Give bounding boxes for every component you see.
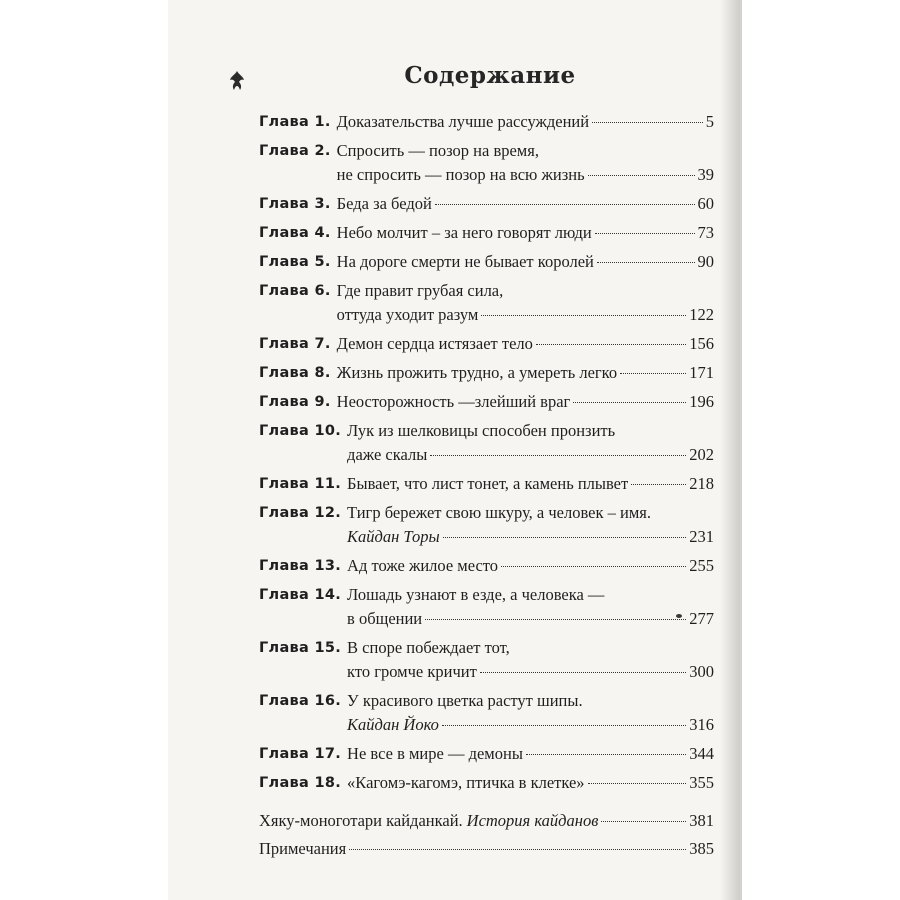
chapter-label: Глава 4. — [259, 225, 331, 241]
chapter-title-text: У красивого цветка растут шипы. — [347, 691, 583, 710]
page-number: 5 — [705, 112, 714, 131]
ink-smudge — [676, 614, 682, 618]
toc-entry[interactable] — [259, 554, 714, 578]
chapter-title-text: Ад тоже жилое место — [347, 556, 499, 575]
chapter-line — [347, 525, 714, 549]
toc-entry[interactable] — [259, 361, 714, 385]
chapter-line — [347, 554, 714, 578]
dot-leader — [435, 204, 695, 205]
chapter-body — [347, 742, 714, 766]
chapter-body — [347, 583, 714, 631]
chapter-label: Глава 14. — [259, 587, 342, 603]
dot-leader — [430, 455, 686, 456]
toc-entry[interactable] — [259, 419, 714, 467]
dot-leader — [480, 672, 686, 673]
page-number: 385 — [689, 839, 714, 858]
dot-leader — [601, 821, 686, 822]
page-number: 344 — [689, 744, 714, 763]
page-number: 90 — [697, 252, 714, 271]
chapter-line — [347, 501, 714, 525]
toc-entry[interactable] — [259, 221, 714, 245]
dot-leader — [631, 484, 686, 485]
chapter-title-text: не спросить — позор на всю жизнь — [336, 165, 585, 184]
toc-entry[interactable] — [259, 501, 714, 549]
chapter-title-text: Неосторожность —злейший враг — [336, 392, 571, 411]
chapter-label: Глава 7. — [259, 336, 331, 352]
page-edge-shadow — [720, 0, 742, 900]
chapter-body — [347, 419, 714, 467]
page-number: 316 — [689, 715, 714, 734]
page-number: 218 — [689, 474, 714, 493]
chapter-label: Глава 3. — [259, 196, 331, 212]
back-matter-title: Хяку-моноготари кайданкай. — [259, 811, 463, 830]
page-number: 255 — [689, 556, 714, 575]
chapter-title-text: Лошадь узнают в езде, а человека — — [347, 585, 605, 604]
page-number: 156 — [689, 334, 714, 353]
chapter-label: Глава 18. — [259, 775, 342, 791]
page-number: 300 — [689, 662, 714, 681]
page-number: 39 — [697, 165, 714, 184]
fleuron-icon — [228, 70, 246, 92]
back-matter-body — [259, 809, 714, 833]
page-number: 381 — [689, 811, 714, 830]
chapter-title-text: На дороге смерти не бывает королей — [336, 252, 594, 271]
chapter-title-text: кто громче кричит — [347, 662, 477, 681]
dot-leader — [620, 373, 686, 374]
chapter-line — [347, 607, 714, 631]
chapter-line — [347, 583, 714, 607]
chapter-line — [337, 361, 714, 385]
toc-entry[interactable] — [259, 332, 714, 356]
back-matter-list — [259, 809, 714, 861]
chapter-title-text: Кайдан Торы — [347, 527, 440, 546]
chapter-title-text: «Кагомэ-кагомэ, птичка в клетке» — [347, 773, 585, 792]
chapter-label: Глава 1. — [259, 114, 331, 130]
dot-leader — [526, 754, 686, 755]
back-matter-subtitle: История кайданов — [466, 811, 599, 830]
dot-leader — [588, 783, 687, 784]
chapter-label: Глава 10. — [259, 423, 342, 439]
back-matter-body — [259, 837, 714, 861]
chapter-label: Глава 12. — [259, 505, 342, 521]
page-number: 196 — [689, 392, 714, 411]
chapter-body — [337, 110, 714, 134]
page-number: 202 — [689, 445, 714, 464]
chapter-body — [337, 192, 714, 216]
chapter-title-text: Демон сердца истязает тело — [336, 334, 533, 353]
chapter-line — [337, 221, 714, 245]
chapter-body — [337, 221, 714, 245]
chapter-body — [347, 636, 714, 684]
toc-entry[interactable] — [259, 771, 714, 795]
dot-leader — [349, 849, 686, 850]
chapter-title-text: Где правит грубая сила, — [336, 281, 504, 300]
dot-leader — [481, 315, 686, 316]
chapter-list — [259, 110, 714, 795]
chapter-title-text: Жизнь прожить трудно, а умереть легко — [336, 363, 618, 382]
back-matter-line — [259, 809, 714, 833]
chapter-title-text: Лук из шелковицы способен пронзить — [347, 421, 616, 440]
chapter-label: Глава 16. — [259, 693, 342, 709]
toc-entry[interactable] — [259, 139, 714, 187]
chapter-label: Глава 5. — [259, 254, 331, 270]
toc-entry[interactable] — [259, 390, 714, 414]
chapter-body — [347, 501, 714, 549]
dot-leader — [501, 566, 686, 567]
chapter-title-text: Небо молчит – за него говорят люди — [336, 223, 592, 242]
chapter-body — [337, 139, 714, 187]
chapter-body — [347, 554, 714, 578]
chapter-label: Глава 2. — [259, 143, 331, 159]
toc-entry[interactable] — [259, 837, 714, 861]
page-number: 73 — [697, 223, 714, 242]
chapter-line — [337, 139, 714, 163]
toc-entry[interactable] — [259, 583, 714, 631]
chapter-label: Глава 6. — [259, 283, 331, 299]
chapter-title-text: Спросить — позор на время, — [336, 141, 539, 160]
chapter-body — [337, 279, 714, 327]
chapter-body — [347, 689, 714, 737]
chapter-title-text: Кайдан Йоко — [347, 715, 439, 734]
chapter-line — [337, 279, 714, 303]
chapter-body — [337, 332, 714, 356]
chapter-line — [347, 660, 714, 684]
dot-leader — [588, 175, 695, 176]
toc-entry[interactable] — [259, 110, 714, 134]
chapter-title-text: Беда за бедой — [336, 194, 432, 213]
chapter-title-text: В споре побеждает тот, — [347, 638, 510, 657]
page-title: Содержание — [404, 62, 576, 89]
page-number: 277 — [689, 609, 714, 628]
chapter-title-text: Тигр бережет свою шкуру, а человек – имя. — [347, 503, 651, 522]
chapter-line — [337, 110, 714, 134]
chapter-title-text: Бывает, что лист тонет, а камень плывет — [347, 474, 629, 493]
page-number: 60 — [697, 194, 714, 213]
dot-leader — [595, 233, 695, 234]
chapter-line — [347, 472, 714, 496]
chapter-label: Глава 11. — [259, 476, 342, 492]
toc-entry[interactable] — [259, 742, 714, 766]
chapter-line — [337, 163, 714, 187]
chapter-line — [337, 332, 714, 356]
dot-leader — [425, 619, 686, 620]
chapter-line — [337, 390, 714, 414]
chapter-label: Глава 9. — [259, 394, 331, 410]
chapter-body — [337, 390, 714, 414]
toc-entry[interactable] — [259, 472, 714, 496]
toc-entry[interactable] — [259, 279, 714, 327]
dot-leader — [597, 262, 695, 263]
dot-leader — [443, 537, 687, 538]
table-of-contents — [259, 110, 714, 865]
chapter-line — [347, 742, 714, 766]
page-number: 231 — [689, 527, 714, 546]
back-matter-line — [259, 837, 714, 861]
chapter-title-text: Не все в мире — демоны — [347, 744, 523, 763]
chapter-line — [347, 771, 714, 795]
chapter-body — [337, 250, 714, 274]
back-matter-title: Примечания — [259, 839, 347, 858]
toc-entry[interactable] — [259, 250, 714, 274]
dot-leader — [442, 725, 686, 726]
chapter-body — [347, 771, 714, 795]
chapter-label: Глава 13. — [259, 558, 342, 574]
chapter-line — [337, 303, 714, 327]
chapter-title-text: Доказательства лучше рассуждений — [336, 112, 590, 131]
chapter-label: Глава 8. — [259, 365, 331, 381]
chapter-line — [347, 713, 714, 737]
chapter-title-text: в общении — [347, 609, 423, 628]
chapter-line — [347, 689, 714, 713]
toc-entry[interactable] — [259, 636, 714, 684]
dot-leader — [573, 402, 686, 403]
chapter-line — [337, 192, 714, 216]
chapter-line — [347, 443, 714, 467]
page-number: 122 — [689, 305, 714, 324]
toc-entry[interactable] — [259, 689, 714, 737]
toc-entry[interactable] — [259, 192, 714, 216]
page-number: 171 — [689, 363, 714, 382]
page-number: 355 — [689, 773, 714, 792]
chapter-body — [337, 361, 714, 385]
chapter-line — [347, 636, 714, 660]
dot-leader — [592, 122, 703, 123]
chapter-line — [337, 250, 714, 274]
chapter-line — [347, 419, 714, 443]
chapter-title-text: оттуда уходит разум — [336, 305, 479, 324]
chapter-label: Глава 15. — [259, 640, 342, 656]
chapter-label: Глава 17. — [259, 746, 342, 762]
chapter-title-text: даже скалы — [347, 445, 428, 464]
chapter-body — [347, 472, 714, 496]
dot-leader — [536, 344, 686, 345]
toc-entry[interactable] — [259, 809, 714, 833]
